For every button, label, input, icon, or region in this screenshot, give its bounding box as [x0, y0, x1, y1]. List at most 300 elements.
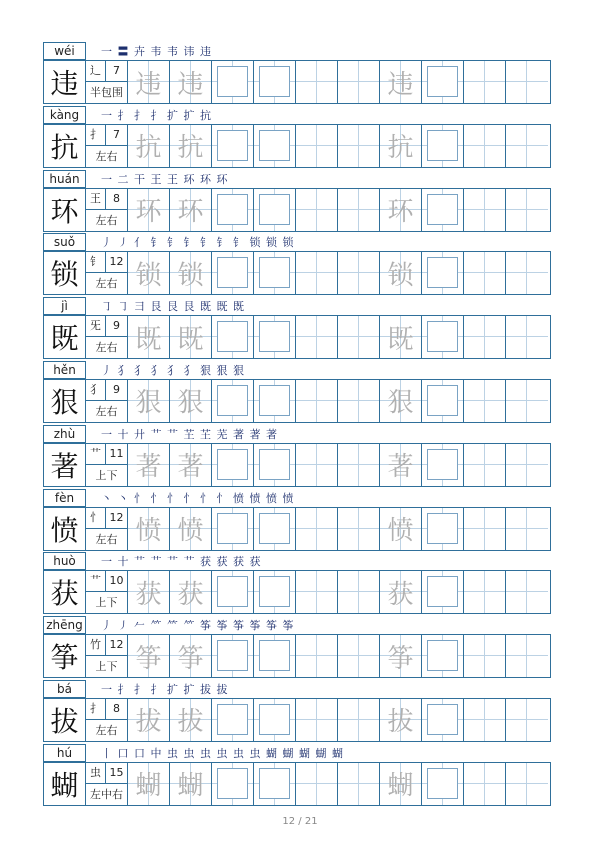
inner-square	[259, 130, 290, 161]
practice-cell[interactable]	[254, 125, 296, 167]
practice-cell[interactable]	[170, 699, 212, 741]
trace-character: 抗	[177, 133, 204, 164]
character-info	[86, 61, 128, 103]
writing-row	[43, 634, 551, 678]
practice-cell[interactable]	[338, 763, 380, 805]
character-info	[86, 252, 128, 294]
character-info	[86, 635, 128, 677]
structure: 左右	[95, 723, 118, 737]
practice-cell[interactable]	[254, 635, 296, 677]
trace-character: 狠	[177, 388, 204, 419]
character-info	[86, 125, 128, 167]
writing-row	[43, 507, 551, 551]
structure: 上下	[95, 660, 118, 674]
block-header	[43, 42, 551, 60]
trace-character: 蝴	[135, 771, 162, 802]
practice-cell[interactable]	[506, 252, 548, 294]
practice-cell[interactable]	[338, 444, 380, 486]
block-header	[43, 489, 551, 507]
practice-cell[interactable]	[464, 571, 506, 613]
stroke-order: 丿 犭 犭 犭 犭 犭 狠 狠 狠	[101, 363, 245, 377]
practice-cell[interactable]	[128, 699, 170, 741]
inner-square	[259, 768, 290, 799]
practice-cell[interactable]	[212, 252, 254, 294]
practice-cell[interactable]	[380, 125, 422, 167]
practice-cell[interactable]	[254, 189, 296, 231]
practice-cell[interactable]	[506, 571, 548, 613]
practice-cell[interactable]	[296, 61, 338, 103]
practice-cell[interactable]	[128, 571, 170, 613]
practice-cell[interactable]	[128, 252, 170, 294]
practice-cell[interactable]	[212, 61, 254, 103]
model-character: 著	[44, 444, 86, 486]
structure: 上下	[95, 596, 118, 610]
practice-cell[interactable]	[422, 380, 464, 422]
character-block	[43, 552, 551, 616]
practice-cell[interactable]	[296, 508, 338, 550]
inner-square	[427, 321, 458, 352]
inner-square	[427, 576, 458, 607]
practice-cell[interactable]	[128, 380, 170, 422]
practice-cell[interactable]	[128, 635, 170, 677]
practice-cell[interactable]	[380, 316, 422, 358]
radical: 忄	[86, 508, 106, 528]
practice-cell[interactable]	[296, 189, 338, 231]
inner-square	[259, 257, 290, 288]
model-character: 狠	[44, 380, 86, 422]
writing-row	[43, 379, 551, 423]
practice-cell[interactable]	[380, 252, 422, 294]
trace-character: 愤	[387, 516, 414, 547]
practice-cell[interactable]	[170, 444, 212, 486]
practice-cell[interactable]	[170, 763, 212, 805]
character-block	[43, 233, 551, 297]
practice-cell[interactable]	[254, 252, 296, 294]
practice-cell[interactable]	[422, 125, 464, 167]
practice-cell[interactable]	[170, 380, 212, 422]
stroke-count: 7	[113, 64, 120, 77]
pinyin: hěn	[43, 361, 86, 379]
practice-cell[interactable]	[212, 571, 254, 613]
practice-cell[interactable]	[296, 444, 338, 486]
practice-cell[interactable]	[296, 699, 338, 741]
trace-character: 著	[177, 452, 204, 483]
pinyin: wéi	[43, 42, 86, 60]
practice-cell[interactable]	[296, 635, 338, 677]
stroke-order: 丶 丶 忄 忄 忄 忄 忄 忄 愤 愤 愤 愤	[101, 491, 295, 505]
practice-cell[interactable]	[170, 61, 212, 103]
inner-square	[259, 449, 290, 480]
practice-cell[interactable]	[296, 252, 338, 294]
trace-character: 蝴	[177, 771, 204, 802]
practice-cell[interactable]	[338, 699, 380, 741]
practice-cell[interactable]	[464, 189, 506, 231]
stroke-count: 8	[113, 701, 120, 715]
stroke-order: 一 扌 扌 扌 扩 扩 抗	[101, 108, 212, 122]
practice-cell[interactable]	[338, 252, 380, 294]
trace-character: 抗	[135, 133, 162, 164]
practice-cell[interactable]	[128, 61, 170, 103]
inner-square	[259, 66, 290, 97]
block-header	[43, 680, 551, 698]
writing-row	[43, 570, 551, 614]
trace-character: 既	[387, 324, 414, 355]
practice-cell[interactable]	[464, 763, 506, 805]
practice-cell[interactable]	[338, 189, 380, 231]
model-character: 蝴	[44, 763, 86, 805]
model-character: 筝	[44, 635, 86, 677]
practice-cell[interactable]	[338, 380, 380, 422]
radical: 旡	[86, 316, 106, 336]
character-block	[43, 170, 551, 234]
trace-character: 著	[387, 452, 414, 483]
practice-cell[interactable]	[212, 125, 254, 167]
practice-cell[interactable]	[212, 444, 254, 486]
inner-square	[427, 704, 458, 735]
model-character: 抗	[44, 125, 86, 167]
character-info	[86, 189, 128, 231]
trace-character: 拔	[177, 707, 204, 738]
pinyin: kàng	[43, 106, 86, 124]
writing-row	[43, 60, 551, 104]
character-block	[43, 297, 551, 361]
stroke-order: 一 扌 扌 扌 扩 扩 拔 拔	[101, 682, 229, 696]
trace-character: 著	[135, 452, 162, 483]
structure: 左右	[95, 277, 118, 291]
trace-character: 拔	[135, 707, 162, 738]
trace-character: 违	[387, 69, 414, 100]
writing-row	[43, 698, 551, 742]
practice-cell[interactable]	[128, 316, 170, 358]
radical: 王	[86, 189, 106, 209]
model-character: 既	[44, 316, 86, 358]
trace-character: 锁	[177, 260, 204, 291]
trace-character: 狠	[387, 388, 414, 419]
structure: 左右	[95, 532, 118, 546]
stroke-count: 11	[109, 446, 124, 460]
trace-character: 筝	[387, 643, 414, 674]
model-character: 环	[44, 189, 86, 231]
practice-cell[interactable]	[380, 635, 422, 677]
stroke-count: 9	[113, 319, 120, 333]
structure: 左右	[95, 149, 118, 163]
practice-cell[interactable]	[254, 699, 296, 741]
pinyin: zhēng	[43, 616, 86, 634]
practice-cell[interactable]	[380, 380, 422, 422]
practice-cell[interactable]	[380, 763, 422, 805]
stroke-order: 一 十 艹 艹 艹 艹 获 获 获 获	[101, 555, 262, 569]
trace-character: 愤	[135, 516, 162, 547]
character-block	[43, 489, 551, 553]
practice-cell[interactable]	[254, 316, 296, 358]
practice-cell[interactable]	[338, 316, 380, 358]
practice-cell[interactable]	[296, 763, 338, 805]
character-block	[43, 680, 551, 744]
trace-character: 拔	[387, 707, 414, 738]
inner-square	[217, 66, 248, 97]
writing-row	[43, 443, 551, 487]
stroke-count: 12	[109, 255, 124, 269]
trace-character: 锁	[135, 260, 162, 291]
practice-cell[interactable]	[254, 571, 296, 613]
practice-cell[interactable]	[338, 508, 380, 550]
practice-cell[interactable]	[212, 508, 254, 550]
trace-character: 既	[177, 324, 204, 355]
character-info	[86, 508, 128, 550]
inner-square	[217, 704, 248, 735]
practice-cell[interactable]	[128, 763, 170, 805]
practice-cell[interactable]	[170, 189, 212, 231]
practice-cell[interactable]	[422, 635, 464, 677]
practice-cell[interactable]	[506, 508, 548, 550]
practice-cell[interactable]	[296, 571, 338, 613]
stroke-order: 丨 口 口 中 虫 虫 虫 虫 虫 虫 蝴 蝴 蝴 蝴 蝴	[101, 746, 344, 760]
inner-square	[217, 257, 248, 288]
practice-cell[interactable]	[422, 763, 464, 805]
trace-character: 获	[135, 579, 162, 610]
practice-cell[interactable]	[170, 508, 212, 550]
inner-square	[217, 194, 248, 225]
practice-cell[interactable]	[380, 571, 422, 613]
trace-character: 环	[135, 197, 162, 228]
inner-square	[259, 576, 290, 607]
radical: 犭	[86, 380, 106, 400]
practice-cell[interactable]	[338, 125, 380, 167]
inner-square	[217, 640, 248, 671]
radical: 辶	[86, 61, 106, 81]
practice-cell[interactable]	[464, 61, 506, 103]
trace-character: 获	[387, 579, 414, 610]
practice-cell[interactable]	[380, 699, 422, 741]
block-header	[43, 233, 551, 251]
structure: 左右	[95, 213, 118, 227]
radical: 扌	[86, 125, 106, 145]
writing-row	[43, 188, 551, 232]
inner-square	[259, 513, 290, 544]
trace-character: 愤	[177, 516, 204, 547]
practice-cell[interactable]	[506, 699, 548, 741]
inner-square	[427, 130, 458, 161]
block-header	[43, 552, 551, 570]
practice-cell[interactable]	[170, 316, 212, 358]
practice-cell[interactable]	[422, 508, 464, 550]
model-character: 获	[44, 571, 86, 613]
practice-cell[interactable]	[422, 699, 464, 741]
practice-cell[interactable]	[254, 763, 296, 805]
character-block	[43, 42, 551, 106]
practice-cell[interactable]	[506, 635, 548, 677]
practice-cell[interactable]	[506, 189, 548, 231]
character-info	[86, 699, 128, 741]
practice-cell[interactable]	[338, 635, 380, 677]
model-character: 愤	[44, 508, 86, 550]
practice-cell[interactable]	[464, 508, 506, 550]
block-header	[43, 616, 551, 634]
practice-cell[interactable]	[170, 635, 212, 677]
stroke-count: 7	[113, 127, 120, 141]
practice-cell[interactable]	[254, 444, 296, 486]
practice-cell[interactable]	[506, 61, 548, 103]
inner-square	[217, 130, 248, 161]
structure: 左中右	[90, 787, 123, 801]
practice-cell[interactable]	[338, 571, 380, 613]
pinyin: hú	[43, 744, 86, 762]
stroke-order: ㇆ ㇆ 彐 艮 艮 艮 既 既 既	[101, 300, 245, 314]
inner-square	[427, 257, 458, 288]
character-info	[86, 380, 128, 422]
radical: 艹	[86, 571, 106, 591]
practice-cell[interactable]	[296, 316, 338, 358]
trace-character: 违	[135, 69, 162, 100]
character-info	[86, 763, 128, 805]
inner-square	[217, 385, 248, 416]
practice-sheet	[43, 42, 551, 808]
trace-character: 环	[387, 197, 414, 228]
practice-cell[interactable]	[338, 61, 380, 103]
practice-cell[interactable]	[422, 316, 464, 358]
stroke-order: 丿 ㇓ 亻 钅 钅 钅 钅 钅 钅 锁 锁 锁	[101, 236, 295, 250]
practice-cell[interactable]	[506, 125, 548, 167]
character-block	[43, 744, 551, 808]
stroke-order: 一 〓 卉 韦 韦 讳 违	[101, 45, 212, 58]
practice-cell[interactable]	[422, 571, 464, 613]
practice-cell[interactable]	[296, 380, 338, 422]
inner-square	[259, 385, 290, 416]
character-block	[43, 616, 551, 680]
block-header	[43, 297, 551, 315]
practice-cell[interactable]	[212, 699, 254, 741]
writing-row	[43, 315, 551, 359]
radical: 艹	[86, 444, 106, 464]
practice-cell[interactable]	[128, 125, 170, 167]
stroke-count: 9	[113, 382, 120, 396]
block-header	[43, 744, 551, 762]
character-info	[86, 316, 128, 358]
practice-cell[interactable]	[212, 380, 254, 422]
practice-cell[interactable]	[506, 763, 548, 805]
pinyin: suǒ	[43, 233, 86, 251]
block-header	[43, 170, 551, 188]
trace-character: 环	[177, 197, 204, 228]
practice-cell[interactable]	[254, 61, 296, 103]
writing-row	[43, 251, 551, 295]
trace-character: 筝	[177, 643, 204, 674]
writing-row	[43, 124, 551, 168]
trace-character: 违	[177, 69, 204, 100]
practice-cell[interactable]	[380, 189, 422, 231]
practice-cell[interactable]	[464, 380, 506, 422]
trace-character: 锁	[387, 260, 414, 291]
inner-square	[427, 66, 458, 97]
inner-square	[217, 513, 248, 544]
practice-cell[interactable]	[464, 699, 506, 741]
block-header	[43, 425, 551, 443]
radical: 虫	[86, 763, 106, 783]
pinyin: huán	[43, 170, 86, 188]
pinyin: jì	[43, 297, 86, 315]
practice-cell[interactable]	[212, 189, 254, 231]
stroke-count: 12	[109, 510, 124, 524]
structure: 左右	[95, 341, 118, 355]
stroke-count: 8	[113, 191, 120, 205]
practice-cell[interactable]	[296, 125, 338, 167]
model-character: 拔	[44, 699, 86, 741]
stroke-count: 12	[109, 638, 124, 652]
pinyin: bá	[43, 680, 86, 698]
practice-cell[interactable]	[380, 444, 422, 486]
practice-cell[interactable]	[464, 125, 506, 167]
trace-character: 筝	[135, 643, 162, 674]
inner-square	[217, 449, 248, 480]
practice-cell[interactable]	[422, 444, 464, 486]
inner-square	[427, 513, 458, 544]
character-block	[43, 425, 551, 489]
practice-cell[interactable]	[422, 252, 464, 294]
practice-cell[interactable]	[212, 316, 254, 358]
inner-square	[217, 576, 248, 607]
practice-cell[interactable]	[422, 61, 464, 103]
stroke-order: 丿 ㇓ 𠂉 ⺮ ⺮ ⺮ 筝 筝 筝 筝 筝 筝	[101, 619, 295, 633]
trace-character: 既	[135, 324, 162, 355]
practice-cell[interactable]	[212, 763, 254, 805]
practice-cell[interactable]	[464, 316, 506, 358]
page-number: 12 / 21	[282, 816, 318, 827]
block-header	[43, 106, 551, 124]
practice-cell[interactable]	[506, 380, 548, 422]
structure: 左右	[95, 404, 118, 418]
trace-character: 获	[177, 579, 204, 610]
inner-square	[259, 321, 290, 352]
pinyin: fèn	[43, 489, 86, 507]
practice-cell[interactable]	[506, 316, 548, 358]
practice-cell[interactable]	[128, 444, 170, 486]
practice-cell[interactable]	[128, 508, 170, 550]
inner-square	[427, 194, 458, 225]
practice-cell[interactable]	[380, 508, 422, 550]
practice-cell[interactable]	[212, 635, 254, 677]
model-character: 锁	[44, 252, 86, 294]
structure: 半包围	[90, 86, 123, 99]
trace-character: 蝴	[387, 771, 414, 802]
inner-square	[427, 768, 458, 799]
practice-cell[interactable]	[254, 508, 296, 550]
writing-row	[43, 762, 551, 806]
radical: 钅	[86, 252, 106, 272]
character-info	[86, 444, 128, 486]
practice-cell[interactable]	[464, 444, 506, 486]
inner-square	[259, 194, 290, 225]
stroke-order: 一 二 干 王 王 环 环 环	[101, 172, 229, 186]
practice-cell[interactable]	[464, 635, 506, 677]
practice-cell[interactable]	[380, 61, 422, 103]
stroke-count: 15	[109, 765, 124, 779]
practice-cell[interactable]	[128, 189, 170, 231]
practice-cell[interactable]	[506, 444, 548, 486]
trace-character: 抗	[387, 133, 414, 164]
practice-cell[interactable]	[170, 125, 212, 167]
inner-square	[427, 449, 458, 480]
stroke-order: 一 十 廾 艹 艹 芏 芏 芜 著 著 著	[101, 427, 278, 441]
practice-cell[interactable]	[170, 571, 212, 613]
stroke-count: 10	[109, 574, 124, 588]
inner-square	[217, 768, 248, 799]
radical: 扌	[86, 699, 106, 719]
practice-cell[interactable]	[464, 252, 506, 294]
practice-cell[interactable]	[170, 252, 212, 294]
practice-cell[interactable]	[254, 380, 296, 422]
pinyin: zhù	[43, 425, 86, 443]
practice-cell[interactable]	[422, 189, 464, 231]
